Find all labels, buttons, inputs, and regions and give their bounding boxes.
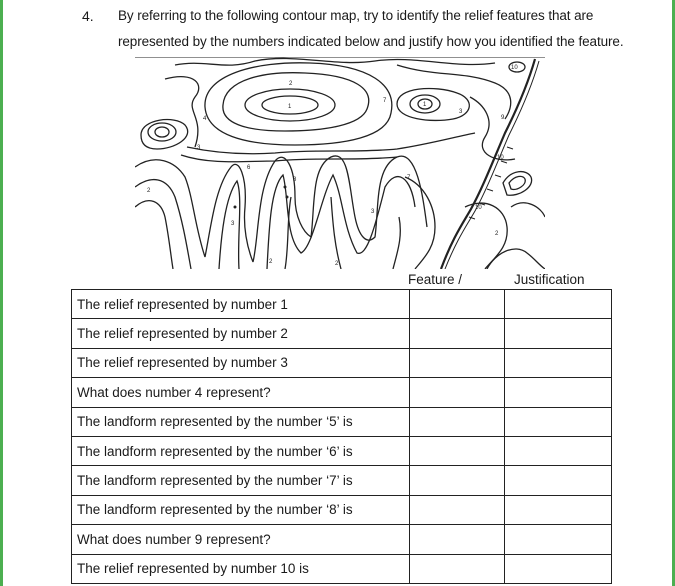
- justification-answer-cell[interactable]: [505, 378, 612, 407]
- map-label: 10: [497, 155, 504, 161]
- map-label: 1: [288, 104, 292, 110]
- feature-answer-cell[interactable]: [410, 436, 505, 465]
- map-label: 7: [383, 98, 387, 104]
- page-border-left: [0, 0, 3, 586]
- question-text-line-2: represented by the numbers indicated below and justify how you identified the feature.: [118, 34, 624, 49]
- table-row: [72, 495, 612, 524]
- map-label: 2: [147, 188, 151, 194]
- map-label: 6: [247, 165, 251, 171]
- contour-map: [135, 57, 545, 269]
- feature-answer-cell[interactable]: [410, 466, 505, 495]
- table-row: [72, 525, 612, 554]
- table-row: [72, 348, 612, 377]
- feature-answer-cell[interactable]: [410, 378, 505, 407]
- question-cell: The landform represented by the number ‘6’ is: [72, 436, 410, 465]
- feature-answer-cell[interactable]: [410, 290, 505, 319]
- feature-answer-cell[interactable]: [410, 348, 505, 377]
- table-row: [72, 319, 612, 348]
- map-label: 1: [423, 102, 427, 108]
- header-feature: Feature /: [408, 272, 463, 287]
- justification-answer-cell[interactable]: [505, 525, 612, 554]
- map-label: 10: [475, 205, 482, 211]
- feature-answer-cell[interactable]: [410, 319, 505, 348]
- map-label: 2: [269, 259, 273, 265]
- map-label: 8: [293, 177, 297, 183]
- justification-answer-cell[interactable]: [505, 554, 612, 583]
- map-label: 9: [501, 115, 505, 121]
- feature-answer-cell[interactable]: [410, 525, 505, 554]
- justification-answer-cell[interactable]: [505, 319, 612, 348]
- question-number: 4.: [82, 8, 94, 24]
- question-cell: The relief represented by number 1: [72, 290, 410, 319]
- map-label: 2: [495, 231, 499, 237]
- table-row: [72, 407, 612, 436]
- map-label: 10: [511, 65, 518, 71]
- map-label: 4: [203, 116, 207, 122]
- justification-answer-cell[interactable]: [505, 466, 612, 495]
- feature-answer-cell[interactable]: [410, 554, 505, 583]
- question-cell: The landform represented by the number ‘5’ is: [72, 407, 410, 436]
- map-label: 7: [407, 175, 411, 181]
- justification-answer-cell[interactable]: [505, 348, 612, 377]
- question-cell: The relief represented by number 3: [72, 348, 410, 377]
- justification-answer-cell[interactable]: [505, 495, 612, 524]
- header-justification: Justification: [514, 272, 585, 287]
- question-cell: The relief represented by number 2: [72, 319, 410, 348]
- table-row: [72, 466, 612, 495]
- question-cell: The relief represented by number 10 is: [72, 554, 410, 583]
- table-row: [72, 378, 612, 407]
- map-label: 3: [459, 109, 463, 115]
- table-row: [72, 554, 612, 583]
- feature-answer-cell[interactable]: [410, 495, 505, 524]
- feature-answer-cell[interactable]: [410, 407, 505, 436]
- question-cell: The landform represented by the number ‘7’ is: [72, 466, 410, 495]
- table-row: [72, 290, 612, 319]
- question-cell: What does number 4 represent?: [72, 378, 410, 407]
- question-cell: The landform represented by the number ‘8’ is: [72, 495, 410, 524]
- justification-answer-cell[interactable]: [505, 407, 612, 436]
- justification-answer-cell[interactable]: [505, 290, 612, 319]
- justification-answer-cell[interactable]: [505, 436, 612, 465]
- answer-table: [71, 289, 612, 584]
- map-label: 3: [231, 221, 235, 227]
- question-text-line-1: By referring to the following contour map, try to identify the relief features that are: [118, 8, 594, 23]
- map-label: 2: [335, 261, 339, 267]
- table-row: [72, 436, 612, 465]
- map-label: 2: [289, 81, 293, 87]
- map-label: 3: [371, 209, 375, 215]
- question-cell: What does number 9 represent?: [72, 525, 410, 554]
- map-label: 3: [197, 145, 201, 151]
